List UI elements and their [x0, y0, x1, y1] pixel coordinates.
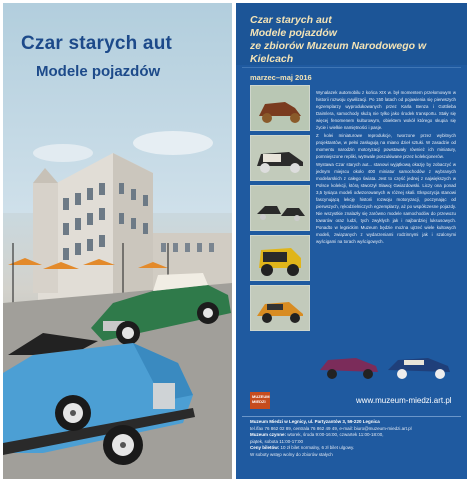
body-paragraph: Z kolei miniaturowe reprodukcje, tworzone przez wybitnych projektantów, w pełni zasługują na miano dzieł sztuki. W zasadzie od momentu narodzin motoryzacji powstawały również ich miniatury, pomniejszone repliki, wytrwale poszukiwane przez kolekcjonerów.: [316, 133, 456, 159]
header-divider: [242, 67, 461, 68]
thumbnail-model-car: [250, 85, 310, 131]
body-text: [316, 89, 456, 246]
info-label: Muzeum Miedzi w Legnicy, ul. Partyzantów 3, 59-220 Legnica: [250, 419, 380, 424]
thumbnail-model-car: [250, 185, 310, 231]
body-paragraph: Wynalazek automobilu z końca XIX w. był momentem przełomowym w historii rozwoju cywilizacji. Po 150 latach od pojawienia się pierwszych egzemplarzy wyprodukowanych przez Karla Benza i Gottlieba Daimlera, samochody służą nie tylko jako środek transportu. Stały się więcej fenomenem kulturowym, obiektem wokół którego skupia się życie i wielkie namiętności i pasje.: [316, 90, 456, 130]
info-title-line: ze zbiorów Muzeum Narodowego w Kielcach: [250, 40, 427, 65]
info-label: Ceny biletów:: [250, 445, 280, 451]
info-line: tel./fax 76 862 02 89, centrala 76 862 49 49, e-mail: biuro@muzeum-miedzi.art.pl: [250, 425, 412, 431]
info-title-line: Czar starych aut: [250, 14, 332, 26]
info-text: wtorek, środa 9:00-16:00, czwartek 11:00-18:00,: [286, 432, 384, 438]
thumbnail-model-car: [250, 285, 310, 331]
exhibition-date: marzec–maj 2016: [250, 73, 312, 82]
info-text: 10 zł bilet normalny, 6 zł bilet ulgowy.: [279, 445, 355, 451]
info-panel: [236, 3, 467, 479]
logo-line: MUZEUM: [252, 394, 270, 399]
cover-title: Czar starych aut: [21, 33, 173, 54]
footer-divider: [242, 416, 461, 417]
info-line: [250, 432, 462, 439]
website-link[interactable]: www.muzeum-miedzi.art.pl: [356, 396, 452, 405]
museum-logo: [250, 392, 270, 409]
info-line: [250, 419, 462, 426]
contact-info: [250, 419, 462, 459]
cover-subtitle: Modele pojazdów: [36, 63, 161, 80]
info-title-line: Modele pojazdów: [250, 27, 337, 39]
info-line: [250, 445, 462, 452]
info-title: [250, 14, 465, 66]
info-line: piątek, sobota 11:00-17:00: [250, 438, 303, 444]
logo-line: MIEDZI: [252, 398, 266, 404]
info-line: W soboty wstęp wolny do zbiorów stałych: [250, 451, 333, 457]
info-label: Muzeum czynne:: [250, 432, 287, 438]
body-paragraph: Wystawa Czar starych aut... stanowi wyjątkową okazję by zobaczyć w jednym miejscu około 400 miniatur samochodów z wybranych modelarskich z całego świata. Jest to część jednej z największych w Polsce kolekcji, którą stworzył Sławoj Gwiazdowski. Liczy ona ponad 3,5 tysiąca modeli odwzorowanych w różnej skali. Ekspozycja stanowi fascynującą lekcję historii rozwoju motoryzacji, poczynając od pierwszych, rękodzielniczych egzemplarzy, aż po współczesne pojazdy. Nie wszystkie znalazły się zarówno modele samochodów do przewozu towarów oraz ludzi, tych zwykłych jak i najbardziej luksusowych. Ponadto w legnickim Muzeum będzie można ujrzeć wiele kultowych modeli, związanych z wydarzeniami rodzinnymi jak i szalonymi wyścigami na torach wyścigowych.: [316, 162, 456, 244]
cover-panel: [3, 3, 232, 479]
thumbnail-model-car: [250, 235, 310, 281]
bottom-model-cars: [316, 348, 456, 380]
thumbnail-model-car: [250, 135, 310, 181]
